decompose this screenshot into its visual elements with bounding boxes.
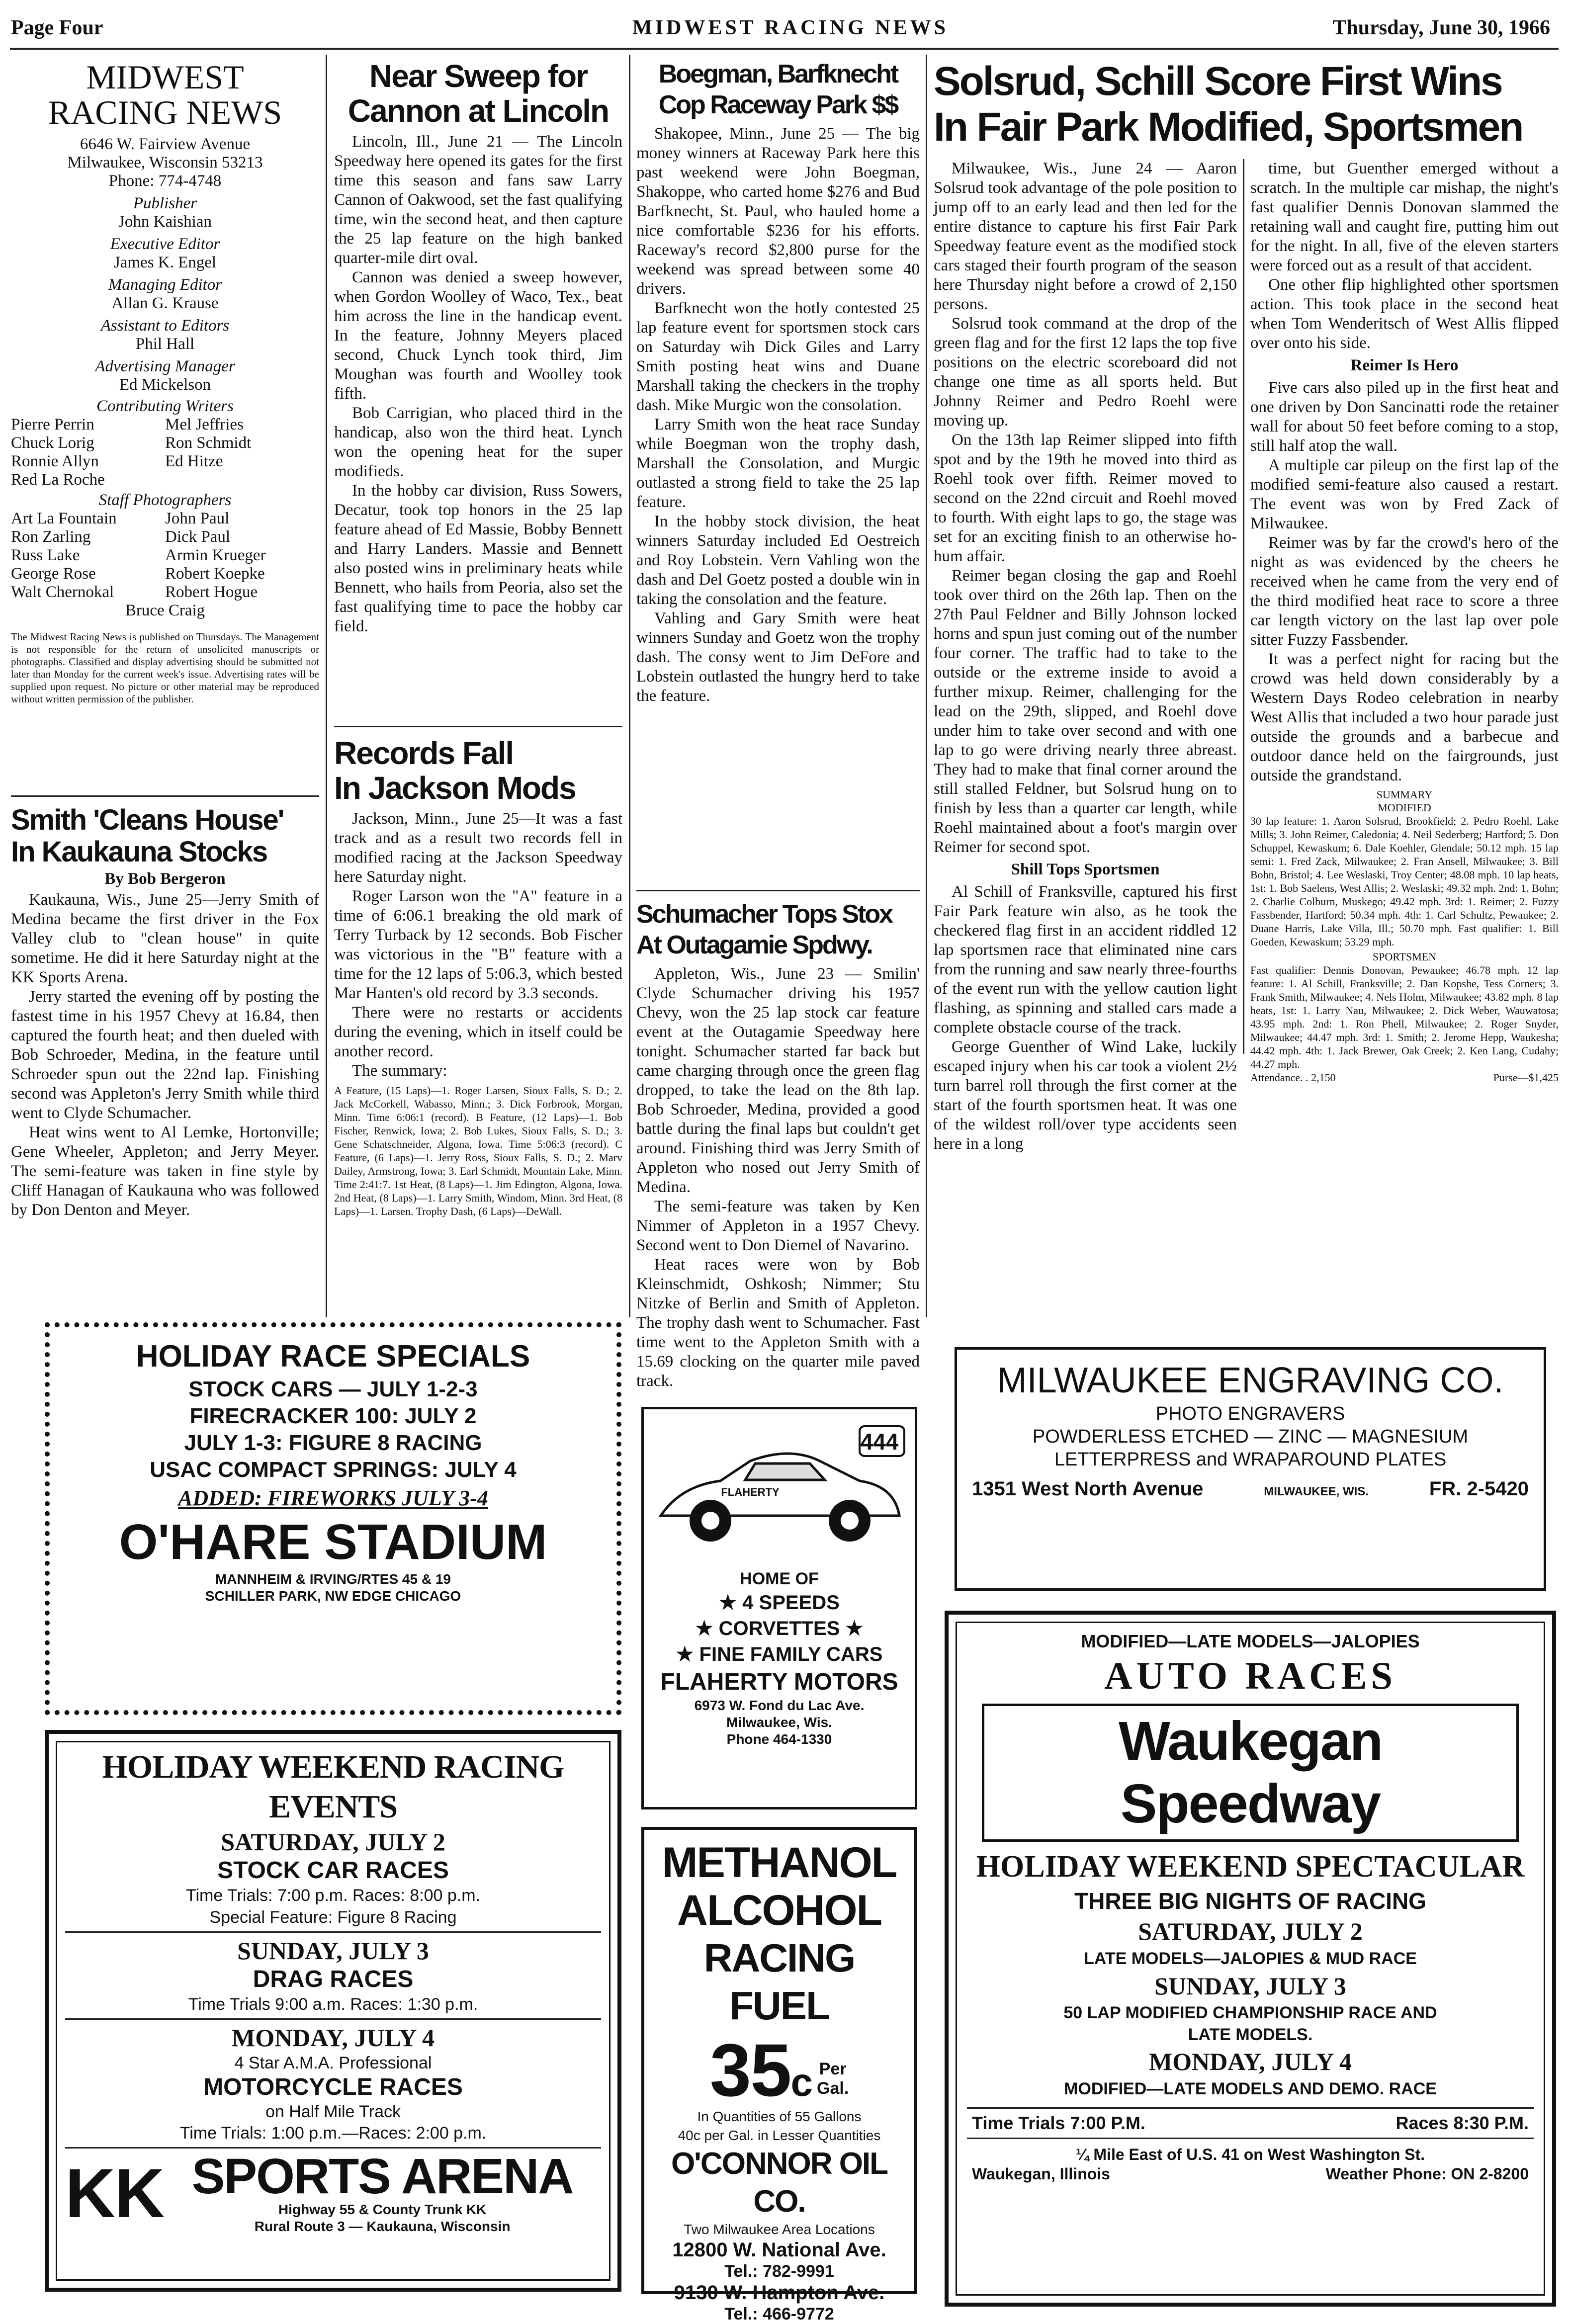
masthead-role-name: John Kaishian <box>118 213 212 231</box>
paragraph: Al Schill of Franksville, captured his first Fair Park feature win also, as he took the checkered flag first in an accident riddled 12 lap sportsmen race that eliminated nine cars from the running and saw nearly three-fourths of the event run with the yellow caution light flashing, as spinning and stalled cars made a complete obstacle course of the track. <box>934 883 1237 1036</box>
photographers-list <box>11 510 319 602</box>
engraving-name: MILWAUKEE ENGRAVING CO. <box>997 1361 1504 1400</box>
masthead-role-name: Phil Hall <box>135 335 195 353</box>
oconnor-cents: c <box>790 2060 812 2104</box>
boegman-headline-1: Boegman, Barfknecht <box>658 60 898 88</box>
kk-venue-rest: SPORTS ARENA <box>191 2149 573 2204</box>
ohare-address-1: MANNHEIM & IRVING/RTES 45 & 19 <box>215 1571 451 1587</box>
kk-pre-3: 4 Star A.M.A. Professional <box>234 2054 432 2072</box>
jackson-summary: A Feature, (15 Laps)—1. Roger Larsen, Sioux Falls, S. D.; 2. Jack McCorkell, Wabasso, Minn.; 3. Dick Forbrook, Morgan, Minn. Time 6:06:1 (record). B Feature, (12 Laps)—1. Bob Fischer, Renwick, Iowa; 2. Bob Lukes, Sioux Falls, S. D.; 3. Gene Schatschneider, Algona, Iowa. Time 5:06:3 (record). C Feature, (6 Laps)—1. Jerry Ross, Sioux Falls, S. D.; 2. Marv Dailey, Armstrong, Iowa; 3. Earl Schmidt, Mountain Lake, Minn. Time 2:41:7. 1st Heat, (8 Laps)—1. Jim Edington, Algona, Iowa. 2nd Heat, (8 Laps)—1. Larry Smith, Windom, Minn. 3rd Heat, (8 Laps)—1. Larsen. Trophy Dash, (6 Laps)—DeWall. <box>334 1084 622 1217</box>
paragraph: Appleton, Wis., June 23 — Smilin' Clyde Schumacher driving his 1957 Chevy, won the 25 lap stock car feature event at the Outagamie Speedway here tonight. Schumacher started far back but came charging through once the green flag dropped, to take the lead on the 8th lap. Bob Schroeder, Medina, provided a good battle during the final laps but couldn't get around. Finishing third was Jerry Smith of Appleton who nosed out Jerry Smith of Medina. <box>636 965 920 1196</box>
waukegan-auto: AUTO RACES <box>1104 1654 1396 1697</box>
paragraph: There were no restarts or accidents during the evening, which in itself could be another record. <box>334 1004 622 1060</box>
paragraph: Kaukauna, Wis., June 25—Jerry Smith of Medina became the first driver in the Fox Valley club to "clean house" in quite sometime. He did it here Saturday night at the KK Sports Arena. <box>11 891 319 986</box>
ohare-line-4: USAC COMPACT SPRINGS: JULY 4 <box>150 1458 517 1482</box>
oconnor-line-1: METHANOL <box>662 1839 897 1887</box>
schumacher-headline-1: Schumacher Tops Stox <box>636 900 892 929</box>
ohare-line-3: JULY 1-3: FIGURE 8 RACING <box>184 1431 482 1455</box>
paragraph: Milwaukee, Wis., June 24 — Aaron Solsrud took advantage of the pole position to jump off to an early lead and then led for the entire distance to capture his first Fair Park Speedway feature event as the modified stock cars staged their fourth program of the season here Thursday night before a crowd of 2,150 persons. <box>934 160 1237 313</box>
flaherty-address-1: 6973 W. Fond du Lac Ave. <box>694 1698 865 1713</box>
boegman-body <box>636 124 920 706</box>
kk-ad <box>45 1730 621 2292</box>
waukegan-races: Races 8:30 P.M. <box>1396 2113 1529 2133</box>
waukegan-ad <box>945 1611 1556 2307</box>
masthead-role-name: James K. Engel <box>113 254 217 271</box>
paragraph: The semi-feature was taken by Ken Nimmer of Appleton in a 1957 Chevy. Second went to Don Diemel of Navarino. <box>636 1198 920 1254</box>
paragraph: time, but Guenther emerged without a scratch. In the multiple car mishap, the night's fast qualifier Dennis Donovan slammed the retaining wall and caught fire, putting him out for the night. In all, five of the eleven starters were forced out as a result of that accident. <box>1250 160 1559 274</box>
oconnor-line-2: ALCOHOL <box>677 1887 882 1934</box>
waukegan-name: Waukegan Speedway <box>1118 1711 1383 1834</box>
waukegan-time-trials: Time Trials 7:00 P.M. <box>972 2113 1145 2133</box>
cannon-headline-1: Near Sweep for <box>369 58 587 94</box>
cannon-body <box>334 132 622 636</box>
paragraph: In the hobby stock division, the heat winners Saturday included Ed Oestreich and Roy Lobstein. Vern Vahling won the dash and Del Goetz posted a double win in taking the consolation and the feature. <box>636 513 920 608</box>
flaherty-home: HOME OF <box>740 1569 819 1588</box>
staff-name: Mel Jeffries <box>165 416 244 433</box>
purse: Purse—$1,425 <box>1493 1071 1559 1084</box>
kk-address-2: Rural Route 3 — Kaukauna, Wisconsin <box>254 2219 511 2234</box>
flaherty-name: FLAHERTY MOTORS <box>660 1669 898 1695</box>
oconnor-tel-2: Tel.: 466-9772 <box>724 2305 834 2324</box>
summary-sportsmen: SPORTSMEN <box>1372 950 1437 963</box>
schumacher-body <box>636 964 920 1391</box>
kk-time-2: Time Trials 9:00 a.m. Races: 1:30 p.m. <box>188 1995 478 2014</box>
staff-name: Chuck Lorig <box>11 434 94 452</box>
staff-name: Robert Koepke <box>165 565 265 583</box>
oconnor-name: O'CONNOR OIL CO. <box>671 2147 888 2219</box>
staff-name: Dick Paul <box>165 528 231 546</box>
name-row <box>11 434 319 452</box>
oconnor-qty-2: 40c per Gal. in Lesser Quantities <box>678 2128 881 2143</box>
oconnor-price: 35 <box>709 2028 791 2112</box>
name-row <box>11 583 319 602</box>
engraving-city: MILWAUKEE, WIS. <box>1264 1485 1369 1498</box>
solsrud-headline-2: In Fair Park Modified, Sportsmen <box>934 104 1523 150</box>
masthead-notice: The Midwest Racing News is published on Thursdays. The Management is not responsible for the return of unsolicited manuscripts or photographs. Classified and display advertising should be submitted not later than Monday for the current week's issue. Advertising rates will be supplied upon request. No picture or other material may be reproduced without written permission of the publisher. <box>11 631 319 705</box>
waukegan-event-2a: 50 LAP MODIFIED CHAMPIONSHIP RACE AND <box>1063 2003 1437 2022</box>
paragraph: Heat wins went to Al Lemke, Hortonville; Gene Wheeler, Appleton; and Jerry Meyer. The semi-feature was taken in fine style by Cliff Hanagan of Kaukauna who was followed by Don Denton and Meyer. <box>11 1123 319 1219</box>
waukegan-day-3: MONDAY, JULY 4 <box>1149 2048 1352 2075</box>
kk-day-2: SUNDAY, JULY 3 <box>237 1937 429 1965</box>
paragraph: Cannon was denied a sweep however, when Gordon Woolley of Waco, Tex., beat him across the line in the handicap event. In the feature, Johnny Meyers placed second, Chuck Lynch took third, Jim Moughan was fourth and Woolley took fifth. <box>334 268 622 403</box>
oconnor-gal: Gal. <box>817 2079 849 2098</box>
paragraph: Five cars also piled up in the first heat and one driven by Don Sancinatti rode the retainer wall for about 50 feet before coming to a stop, still half atop the wall. <box>1250 379 1559 455</box>
ohare-line-1: STOCK CARS — JULY 1-2-3 <box>188 1377 478 1401</box>
waukegan-event-2b: LATE MODELS. <box>1188 2025 1313 2044</box>
paragraph: Lincoln, Ill., June 21 — The Lincoln Speedway here opened its gates for the first time this season and fans saw Larry Cannon of Oakwood, set the fast qualifying time, win the second heat, and then capture the 25 lap feature on the high banked quarter-mile dirt oval. <box>334 133 622 267</box>
smith-byline: By Bob Bergeron <box>104 870 226 888</box>
photographers-label: Staff Photographers <box>98 491 232 509</box>
kk-venue-kk: KK <box>65 2154 164 2232</box>
waukegan-event-1: LATE MODELS—JALOPIES & MUD RACE <box>1084 1949 1417 1968</box>
masthead-role: Advertising Manager <box>95 357 235 375</box>
name-row <box>11 416 319 434</box>
masthead-title-2: RACING NEWS <box>48 93 282 131</box>
attendance: Attendance. . 2,150 <box>1250 1071 1336 1084</box>
waukegan-day-2: SUNDAY, JULY 3 <box>1154 1972 1346 2000</box>
column-rule-4 <box>1243 159 1244 1054</box>
name-row <box>11 452 319 471</box>
engraving-line-3: LETTERPRESS and WRAPAROUND PLATES <box>1054 1449 1447 1470</box>
kk-special: Special Feature: Figure 8 Racing <box>209 1908 457 1927</box>
waukegan-phone: Weather Phone: ON 2-8200 <box>1325 2165 1529 2183</box>
star-icon: ★ <box>719 1592 743 1614</box>
masthead <box>11 60 319 705</box>
paragraph: In the hobby car division, Russ Sowers, Decatur, took top honors in the 25 lap feature ahead of Ed Massie, Bobby Bennett and Harry Landers. Massie and Bennett also posted wins in preliminary heats while Bennett, who hails from Peoria, also set the fast qualifying time to pace the hobby car field. <box>334 482 622 635</box>
oconnor-tel-1: Tel.: 782-9991 <box>724 2262 834 2281</box>
kk-track-3: on Half Mile Track <box>265 2102 401 2121</box>
column-rule-2 <box>629 55 630 1317</box>
kk-event-2: DRAG RACES <box>253 1966 414 1992</box>
masthead-roles <box>11 194 319 394</box>
solsrud-col-2 <box>1250 159 1559 1084</box>
kk-time-1: Time Trials: 7:00 p.m. Races: 8:00 p.m. <box>185 1886 481 1905</box>
paragraph: Barfknecht won the hotly contested 25 lap feature event for sportsmen stock cars on Saturday wih Dick Giles and Larry Smith posting heat wins and Duane Marshall taking the checkers in the trophy dash. Mike Murgic won the consolation. <box>636 299 920 414</box>
cannon-bottom-rule <box>334 726 622 727</box>
name-row <box>11 565 319 583</box>
paragraph: Reimer began closing the gap and Roehl took over third on the 26th lap. Then on the 27th Paul Feldner and Billy Johnson locked horns and spun just coming out of the number four corner. The traffic had to take to the outside or the extreme inside to avoid a further mixup. Reimer, challenging for the lead on the 29th, slipped, and Roehl dove under him to take over second and with one lap to go were driving nearly three abreast. They had to make that final corner around the still stalled Feldner, but Solsrud hung on to finish by less than a quarter car length, while Roehl maintained about a foot's margin over Reimer for second spot. <box>934 567 1237 856</box>
oconnor-qty-1: In Quantities of 55 Gallons <box>697 2109 862 2124</box>
jackson-headline-2: In Jackson Mods <box>334 770 576 806</box>
waukegan-day-1: SATURDAY, JULY 2 <box>1138 1917 1363 1945</box>
name-row <box>11 510 319 528</box>
paragraph: Jerry started the evening off by posting the fastest time in his 1957 Chevy at 16.84, then captured the fourth heat; and then dueled with Bob Schroeder, Medina, in the feature until Schroeder spun out the 22nd lap. Finishing second was Appleton's Jerry Smith while third went to Clyde Schumacher. <box>11 988 319 1122</box>
staff-name: Walt Chernokal <box>11 583 114 601</box>
paragraph: Reimer was by far the crowd's hero of the night as was evidenced by the cheers he received when he came from the very end of the third modified heat race to score a three car length victory on the last lap over pole sitter Fuzzy Fassbender. <box>1250 534 1559 649</box>
paragraph: Larry Smith won the heat race Sunday while Boegman won the trophy dash, Marshall the Consolation, and Murgic outlasted a strong field to take the 25 lap feature. <box>636 416 920 511</box>
flaherty-ad <box>641 1407 917 1809</box>
engraving-ad <box>945 1337 1556 1601</box>
car-brand: FLAHERTY <box>721 1486 780 1498</box>
engraving-phone: FR. 2-5420 <box>1429 1478 1529 1500</box>
paragraph: Roger Larson won the "A" feature in a time of 6:06.1 breaking the old mark of Terry Turback by 12 seconds. Bob Fischer was victorious in the "B" feature with a time for the 12 laps of 5:06.3, which bested Mar Hanten's old record by 3.3 seconds. <box>334 887 622 1002</box>
kk-time-3: Time Trials: 1:00 p.m.—Races: 2:00 p.m. <box>179 2124 487 2143</box>
masthead-phone: Phone: 774-4748 <box>108 172 222 190</box>
paragraph: A multiple car pileup on the first lap of the modified semi-feature also caused a restart. The event was won by Fred Zack of Milwaukee. <box>1250 456 1559 532</box>
solsrud-col-1 <box>934 159 1237 1154</box>
paragraph: Solsrud took command at the drop of the green flag and for the first 12 laps the top five positions on the electric scoreboard did not change one time as all sports held. But Johnny Reimer and Pedro Roehl were moving up. <box>934 315 1237 430</box>
ohare-ad <box>45 1322 621 1715</box>
solsrud-subhead-1: Shill Tops Sportsmen <box>1011 861 1160 878</box>
writers-list <box>11 416 319 489</box>
ohare-address-2: SCHILLER PARK, NW EDGE CHICAGO <box>205 1588 461 1604</box>
paragraph: One other flip highlighted other sportsmen action. This took place in the second heat when Tom Wenderitsch of West Allis flipped over onto his side. <box>1250 276 1559 352</box>
waukegan-top: MODIFIED—LATE MODELS—JALOPIES <box>1081 1631 1420 1651</box>
name-row <box>11 546 319 565</box>
masthead-address-1: 6646 W. Fairview Avenue <box>80 135 251 153</box>
solsrud-subhead-2: Reimer Is Hero <box>1350 356 1459 374</box>
staff-name: Art La Fountain <box>11 510 117 527</box>
masthead-role-name: Allan G. Krause <box>111 294 219 312</box>
oconnor-line-3: RACING FUEL <box>703 1936 855 2028</box>
summary-modified-text: 30 lap feature: 1. Aaron Solsrud, Brookfield; 2. Pedro Roehl, Lake Mills; 3. John Reimer, Caledonia; 4. Neil Sederberg; Hartford; 5. Don Schuppel, Kewaskum; 6. Dale Koehler, Glendale; 50.12 mph. 15 lap semi: 1. Fred Zack, Milwaukee; 2. Fran Ansell, Milwaukee; 3. Bill Bohn, Bristol; 4. Lee Weslaski, Troy Center; 48.08 mph. 10 lap heats, 1st: 1. Bob Saelens, West Allis; 2. Weslaski; 49.32 mph. 2nd: 1. Bohn; 2. Charlie Colburn, Muskego; 49.42 mph. 3rd: 1. Reimer; 2. Fuzzy Fassbender, Hartford; 50.34 mph. 4th: 1. Carl Schultz, Pewaukee; 2. Duane Harris, Lake Villa, Ill.; 50.70 mph. Fast qualifier: 1. Bill Goeden, Kewaskum; 53.29 mph. <box>1250 815 1559 948</box>
race-car-illustration <box>651 1416 909 1565</box>
staff-name: George Rose <box>11 565 96 583</box>
cannon-article <box>334 59 622 636</box>
kk-event-1: STOCK CAR RACES <box>217 1857 449 1884</box>
paragraph: Shakopee, Minn., June 25 — The big money winners at Raceway Park here this past weekend were John Boegman, Shakoppe, who carted home $276 and Bud Barfknecht, St. Paul, who hauled home a nice comfortable $236 for his efforts. Raceway's record $2,800 purse for the weekend was spread between some 40 drivers. <box>636 125 920 298</box>
column-rule-1 <box>326 55 327 1317</box>
flaherty-phone: Phone 464-1330 <box>726 1731 832 1747</box>
header-rule <box>10 48 1559 50</box>
ohare-venue: O'HARE STADIUM <box>119 1514 547 1570</box>
staff-name: Robert Hogue <box>165 583 258 601</box>
staff-name <box>165 471 319 489</box>
summary-modified: MODIFIED <box>1378 801 1431 814</box>
solsrud-article <box>934 59 1560 150</box>
flaherty-line-3: FINE FAMILY CARS <box>699 1643 883 1665</box>
staff-name: Russ Lake <box>11 546 80 564</box>
paragraph: Jackson, Minn., June 25—It was a fast track and as a result two records fell in modified racing at the Jackson Speedway here Saturday night. <box>334 810 622 886</box>
summary-sportsmen-text: Fast qualifier: Dennis Donovan, Pewaukee; 46.78 mph. 12 lap feature: 1. Al Schill, Franksville; 2. Dan Kopshe, Tess Corners; 3. Frank Smith, Milwaukee; 4. Nels Holm, Milwaukee; 43.82 mph. 8 lap heats, 1st: 1. Larry Nau, Milwaukee; 2. Dick Weber, Wauwatosa; 43.95 mph. 2nd: 1. Ron Phell, Milwaukee; 2. Roger Snyder, Milwaukee; 44.47 mph. 3rd: 1. Smith; 2. Jerome Hepp, Waukesha; 44.42 mph. 4th: 1. Jack Brewer, Oak Creek; 2. Ken Lang, Cudahy; 44.27 mph. <box>1250 964 1559 1070</box>
kk-address-1: Highway 55 & County Trunk KK <box>278 2202 487 2217</box>
summary-label: SUMMARY <box>1376 788 1433 801</box>
staff-name: Ronnie Allyn <box>11 452 99 470</box>
waukegan-location: ¼ Mile East of U.S. 41 on West Washington St. <box>1075 2146 1425 2163</box>
masthead-role: Publisher <box>133 194 197 212</box>
paragraph: On the 13th lap Reimer slipped into fifth spot and by the 19th he moved into third as Roehl took over fifth. Reimer moved to second on the 22nd circuit and Roehl moved to fourth. With eight laps to go, the stage was set for an exciting finish to an otherwise ho-hum affair. <box>934 431 1237 565</box>
kk-day-1: SATURDAY, JULY 2 <box>221 1828 445 1856</box>
flaherty-address-2: Milwaukee, Wis. <box>726 1715 832 1730</box>
flaherty-line-2: CORVETTES <box>718 1618 840 1639</box>
schumacher-headline-2: At Outagamie Spdwy. <box>636 931 872 959</box>
oconnor-address-2: 9130 W. Hampton Ave. <box>674 2282 885 2304</box>
masthead-role-name: Ed Mickelson <box>119 376 211 394</box>
smith-article <box>11 804 319 1220</box>
schumacher-article <box>636 899 920 1391</box>
writers-label: Contributing Writers <box>96 397 234 415</box>
kk-event-3: MOTORCYCLE RACES <box>203 2074 463 2100</box>
paragraph: Vahling and Gary Smith were heat winners Sunday and Goetz won the trophy dash. The consy went to Jim DeFore and Lobstein outlasted the hungry herd to take the feature. <box>636 609 920 705</box>
masthead-bottom-rule <box>11 795 319 797</box>
smith-headline-1: Smith 'Cleans House' <box>11 804 284 836</box>
boegman-headline-2: Cop Raceway Park $$ <box>658 90 898 119</box>
waukegan-event-3: MODIFIED—LATE MODELS AND DEMO. RACE <box>1064 2079 1437 2098</box>
kk-day-3: MONDAY, JULY 4 <box>232 2024 435 2052</box>
staff-name: Red La Roche <box>11 471 105 489</box>
staff-name: Ed Hitze <box>165 452 223 470</box>
jackson-headline-1: Records Fall <box>334 735 514 771</box>
ohare-line-2: FIRECRACKER 100: JULY 2 <box>189 1404 477 1428</box>
smith-headline-2: In Kaukauna Stocks <box>11 836 267 868</box>
star-icon: ★ <box>840 1618 864 1639</box>
jackson-body <box>334 809 622 1081</box>
staff-name: John Paul <box>165 510 230 527</box>
paper-name: MIDWEST RACING NEWS <box>632 16 949 39</box>
masthead-title-1: MIDWEST <box>86 58 244 96</box>
smith-body <box>11 890 319 1220</box>
masthead-role: Executive Editor <box>110 235 220 253</box>
paragraph: The summary: <box>352 1062 447 1080</box>
oconnor-locations: Two Milwaukee Area Locations <box>684 2222 875 2237</box>
paragraph: Bob Carrigian, who placed third in the handicap, also won the third heat. Lynch won the opening heat for the super modifieds. <box>334 404 622 480</box>
engraving-address: 1351 West North Avenue <box>972 1478 1204 1500</box>
flaherty-line-1: 4 SPEEDS <box>742 1592 840 1614</box>
staff-name: Ron Zarling <box>11 528 91 546</box>
paragraph: Heat races were won by Bob Kleinschmidt, Oshkosh; Nimmer; Stu Nitzke of Berlin and Smith of Appleton. The trophy dash went to Schumacher. Fast time went to the Appleton Smith with a 15.69 clocking on the quarter mile paved track. <box>636 1256 920 1390</box>
waukegan-holiday: HOLIDAY WEEKEND SPECTACULAR <box>976 1850 1525 1884</box>
car-number: 444 <box>860 1429 899 1455</box>
paragraph: It was a perfect night for racing but the crowd was held down considerably by a Western Days Rodeo celebration in nearby West Allis that included a two hour parade just outside the grounds and a barbecue and outdoor dance held on the fairgrounds, just outside the grandstand. <box>1250 650 1559 784</box>
photographer-last: Bruce Craig <box>125 602 205 619</box>
oconnor-address-1: 12800 W. National Ave. <box>672 2239 886 2261</box>
name-row <box>11 528 319 546</box>
kk-title: HOLIDAY WEEKEND RACING EVENTS <box>102 1749 564 1825</box>
masthead-role: Assistant to Editors <box>100 317 230 335</box>
staff-name: Armin Krueger <box>165 546 266 564</box>
page-number: Page Four <box>11 16 103 39</box>
ohare-title: HOLIDAY RACE SPECIALS <box>136 1339 530 1374</box>
ohare-added: ADDED: FIREWORKS JULY 3-4 <box>178 1486 488 1510</box>
waukegan-city: Waukegan, Illinois <box>972 2165 1110 2183</box>
solsrud-headline-1: Solsrud, Schill Score First Wins <box>934 59 1502 104</box>
oconnor-per: Per <box>819 2060 847 2078</box>
engraving-line-1: PHOTO ENGRAVERS <box>1155 1403 1345 1424</box>
masthead-address-2: Milwaukee, Wisconsin 53213 <box>67 154 263 172</box>
cannon-headline-2: Cannon at Lincoln <box>348 93 609 129</box>
boegman-bottom-rule <box>636 890 920 891</box>
name-row <box>11 471 319 489</box>
star-icon: ★ <box>676 1643 699 1665</box>
staff-name: Ron Schmidt <box>165 434 252 452</box>
jackson-article <box>334 736 622 1218</box>
column-rule-3 <box>926 55 927 1317</box>
oconnor-ad <box>641 1827 917 2324</box>
staff-name: Pierre Perrin <box>11 416 94 433</box>
paragraph: George Guenther of Wind Lake, luckily escaped injury when his car took a violent 2½ turn barrel roll through the first corner at the start of the fourth sportsmen heat. It was one of the wildest roll/over type accidents seen here in a long <box>934 1038 1237 1153</box>
engraving-line-2: POWDERLESS ETCHED — ZINC — MAGNESIUM <box>1032 1426 1469 1447</box>
star-icon: ★ <box>695 1618 719 1639</box>
masthead-role: Managing Editor <box>108 276 222 294</box>
boegman-article <box>636 59 920 706</box>
waukegan-three: THREE BIG NIGHTS OF RACING <box>1074 1888 1426 1914</box>
issue-date: Thursday, June 30, 1966 <box>1332 16 1550 39</box>
